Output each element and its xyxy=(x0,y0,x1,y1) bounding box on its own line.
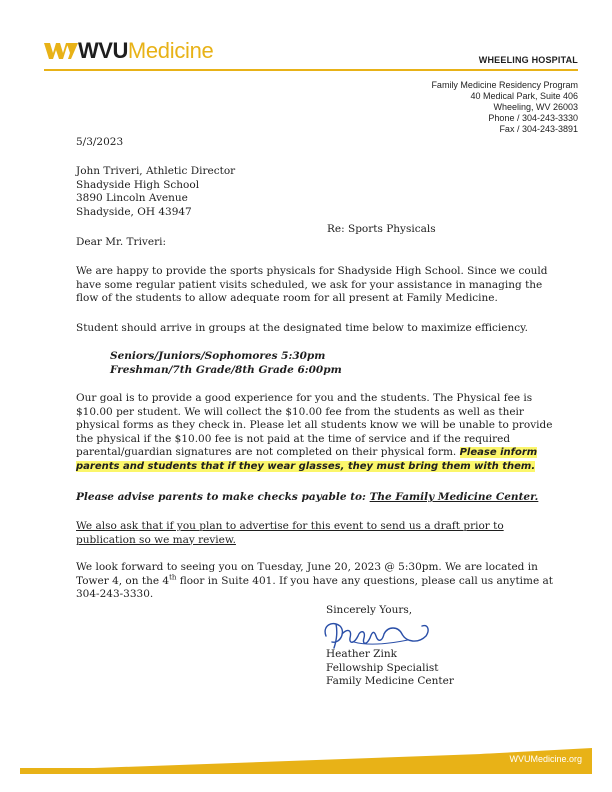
flying-wv-icon xyxy=(44,41,78,61)
address-line: 40 Medical Park, Suite 406 xyxy=(470,91,578,101)
signer-department: Family Medicine Center xyxy=(326,675,454,687)
logo-wvu-text: WVU xyxy=(78,38,128,63)
signer-block xyxy=(326,648,454,689)
address-line: Wheeling, WV 26003 xyxy=(493,102,578,112)
logo-medicine-text: Medicine xyxy=(127,38,214,63)
letter-date: 5/3/2023 xyxy=(76,136,124,148)
address-line: Family Medicine Residency Program xyxy=(431,80,578,90)
footer-website: WVUMedicine.org xyxy=(509,754,582,764)
recipient-address xyxy=(76,165,235,219)
paragraph-advertise: We also ask that if you plan to advertise for this event to send us a draft prior to publication so we may review. xyxy=(76,520,504,546)
wvu-medicine-logo xyxy=(44,38,213,64)
closing-info-text: floor in Suite 401. If you have any questions, please call us anytime at 304-243-3330. xyxy=(76,574,554,600)
paragraph-intro: We are happy to provide the sports physicals for Shadyside High School. Since we could have some regular patient visits scheduled, we ask for your assistance in managing the flow of the students to allow adequate room for all present at Family Medicine. xyxy=(76,265,548,304)
header-rule xyxy=(44,69,578,71)
paragraph-arrival: Student should arrive in groups at the designated time below to maximize efficiency. xyxy=(76,322,529,334)
paragraph-fees xyxy=(76,392,561,473)
glasses-highlight: Please inform parents and students that if they wear glasses, they must bring them with them. xyxy=(76,447,538,472)
recipient-line: John Triveri, Athletic Director xyxy=(76,165,236,177)
fees-text: Our goal is to provide a good experience for you and the students. The Physical fee is $10.00 per student. We will collect the $10.00 fee from the students as well as their physical forms as they check in. Please let all students know we will be unable to provide the physical if the $10.00 fee is not paid at the time of service and if the required parental/guardian signatures are not completed on their physical form. xyxy=(76,392,553,458)
recipient-line: 3890 Lincoln Avenue xyxy=(76,192,188,204)
footer-bar xyxy=(20,748,592,774)
signer-title: Fellowship Specialist xyxy=(326,661,439,674)
recipient-line: Shadyside, OH 43947 xyxy=(76,205,192,218)
fax-line: Fax / 304-243-3891 xyxy=(499,124,578,134)
salutation: Dear Mr. Triveri: xyxy=(76,236,166,248)
subject-line: Re: Sports Physicals xyxy=(327,223,436,235)
complimentary-close: Sincerely Yours, xyxy=(326,604,413,616)
paragraph-closing-info xyxy=(76,561,561,602)
payee-name: The Family Medicine Center. xyxy=(369,491,539,503)
ordinal-suffix: th xyxy=(169,573,177,581)
phone-line: Phone / 304-243-3330 xyxy=(488,113,578,123)
paragraph-checks xyxy=(76,491,561,505)
group-schedule xyxy=(110,350,342,377)
sender-address xyxy=(431,80,578,135)
checks-text: Please advise parents to make checks payable to: xyxy=(76,491,370,503)
signer-name: Heather Zink xyxy=(326,648,397,660)
schedule-line: Freshman/7th Grade/8th Grade 6:00pm xyxy=(110,363,342,376)
closing-info-text: We look forward to seeing you on Tuesday, June 20, 2023 @ 5:30pm. We are located in Tower 4, on the 4 xyxy=(76,561,538,587)
schedule-line: Seniors/Juniors/Sophomores 5:30pm xyxy=(110,350,326,362)
recipient-line: Shadyside High School xyxy=(76,178,200,191)
hospital-name: WHEELING HOSPITAL xyxy=(478,55,578,65)
